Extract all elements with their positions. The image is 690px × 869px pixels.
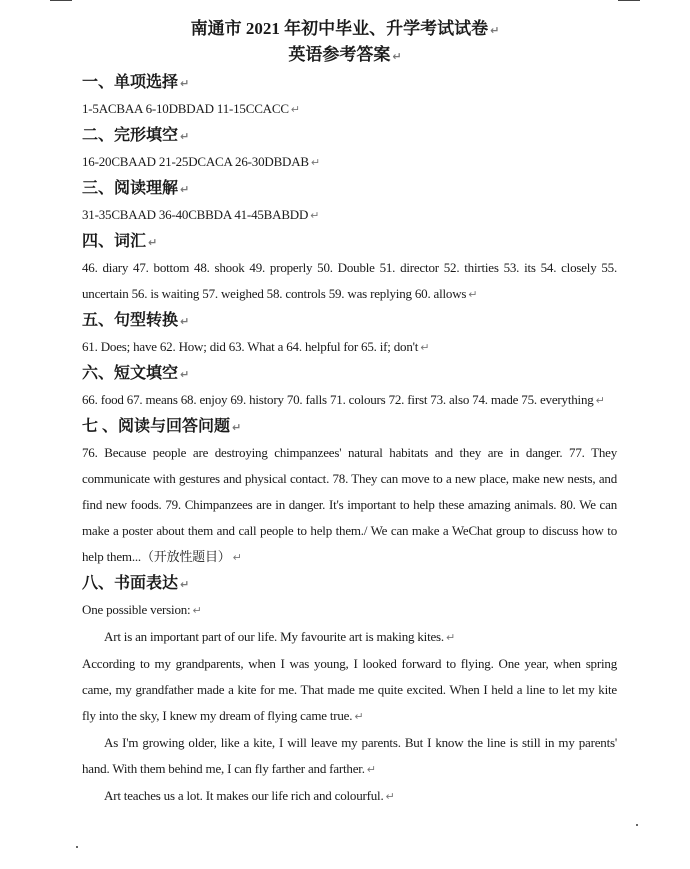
essay-paragraph-2: According to my grandparents, when I was young, I looked forward to flying. One year, when spring came, my grandfather made a kite for me. That made me quite excited. When I held a line to let my kite fly into the sky, I knew my dream of flying came true. ↵ xyxy=(82,656,617,723)
document-header xyxy=(0,16,690,68)
section-heading-6: 六、短文填空 ↵ xyxy=(82,365,190,382)
section-answers-5: 61. Does; have 62. How; did 63. What a 64. helpful for 65. if; don't ↵ xyxy=(82,339,430,354)
page-subtitle: 英语参考答案 ↵ xyxy=(288,45,402,64)
page-corner-mark-right xyxy=(618,0,640,1)
answer-key-body xyxy=(82,70,617,810)
page-corner-mark-left xyxy=(50,0,72,1)
section-heading-2: 二、完形填空 ↵ xyxy=(82,127,190,144)
section-answers-4: 46. diary 47. bottom 48. shook 49. properly 50. Double 51. director 52. thirties 53. its 54. closely 55. uncertain 56. is waiting 57. weighed 58. controls 59. was replying 60. allows ↵ xyxy=(82,260,617,301)
page-title: 南通市 2021 年初中毕业、升学考试试卷 ↵ xyxy=(190,19,500,38)
section-answers-1: 1-5ACBAA 6-10DBDAD 11-15CCACC ↵ xyxy=(82,101,300,116)
section-heading-5: 五、句型转换 ↵ xyxy=(82,312,190,329)
essay-paragraph-3: As I'm growing older, like a kite, I will leave my parents. But I know the line is still in my parents' hand. With them behind me, I can fly farther and farther. ↵ xyxy=(82,735,617,776)
section-answers-7: 76. Because people are destroying chimpanzees' natural habitats and they are in danger. 77. They communicate with gestures and physical contact. 78. They can move to a new place, make new nests, and find new foods. 79. Chimpanzees are in danger. It's important to help these amazing animals. 80. We can make a poster about them and call people to help them./ We can make a WeChat group to discuss how to help them...（开放性题目） ↵ xyxy=(82,445,617,564)
essay-paragraph-4: Art teaches us a lot. It makes our life rich and colourful. ↵ xyxy=(104,788,395,803)
section-answers-3: 31-35CBAAD 36-40CBBDA 41-45BABDD ↵ xyxy=(82,207,320,222)
section-answers-6: 66. food 67. means 68. enjoy 69. history 70. falls 71. colours 72. first 73. also 74. made 75. everything ↵ xyxy=(82,392,605,407)
essay-paragraph-1: Art is an important part of our life. My favourite art is making kites. ↵ xyxy=(104,629,455,644)
section-heading-1: 一、单项选择 ↵ xyxy=(82,74,190,91)
scan-speck xyxy=(636,824,638,826)
section-heading-3: 三、阅读理解 ↵ xyxy=(82,180,190,197)
section-answers-2: 16-20CBAAD 21-25DCACA 26-30DBDAB ↵ xyxy=(82,154,320,169)
section-heading-4: 四、词汇 ↵ xyxy=(82,233,158,250)
section-heading-8: 八、书面表达 ↵ xyxy=(82,575,190,592)
essay-intro: One possible version: ↵ xyxy=(82,602,202,617)
scan-speck xyxy=(76,846,78,848)
section-heading-7: 七 、阅读与回答问题 ↵ xyxy=(82,418,242,435)
